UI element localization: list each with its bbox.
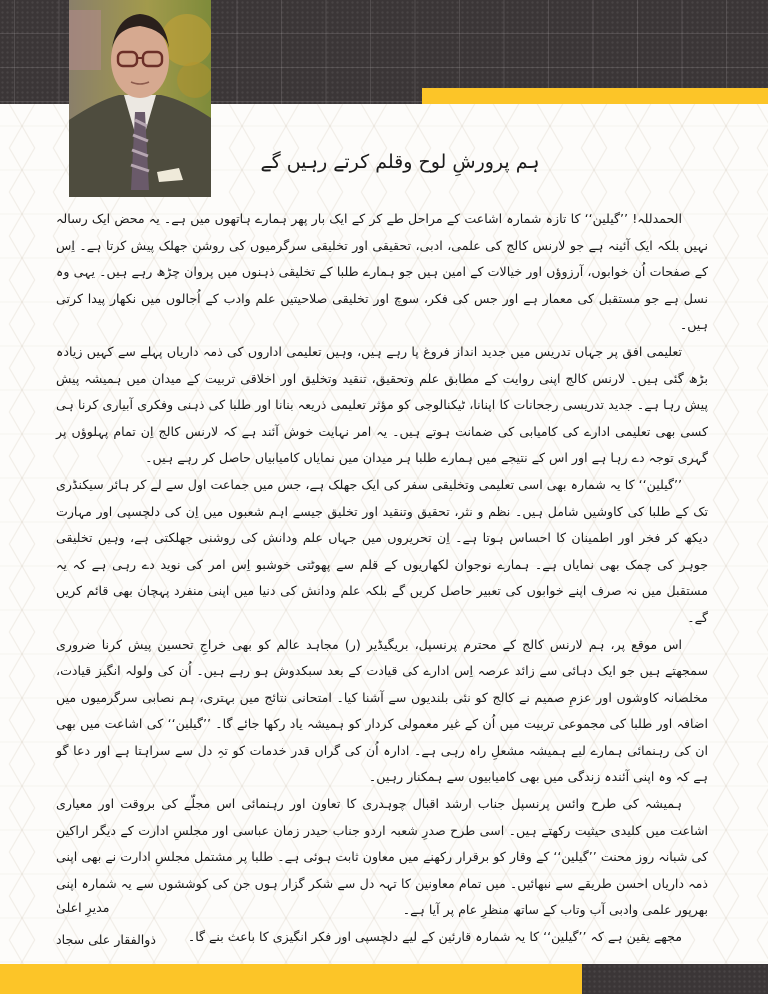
- paragraph: ’’گیلین‘‘ کا یہ شمارہ بھی اسی تعلیمی وتخلیقی سفر کی ایک جھلک ہے، جس میں جماعت اول سے لے کر ہائر سیکنڈری تک کے طلبا کی کاوشیں شامل ہیں۔ نظم و نثر، تحقیق وتنقید اور تخلیق جیسے اہم شعبوں میں اِن کی دلچسپی اور مہارت دیکھ کر فخر اور اطمینان کا احساس ہوتا ہے۔ اِن تحریروں میں جہاں علم ودانش کی روشنی جھلکتی ہے، وہیں تخلیقی جوہر کی چمک بھی نمایاں ہے۔ ہمارے نوجوان لکھاریوں کے قلم سے پھوٹتی خوشبو اِس امر کی نوید دے رہی ہے کہ یہ مستقبل میں نہ صرف اپنے خوابوں کی تعبیر حاصل کریں گے بلکہ علم ودانش کی دنیا میں اپنی منفرد پہچان بھی قائم کریں گے۔: [56, 476, 708, 625]
- paragraph: الحمدللہ! ’’گیلین‘‘ کا تازہ شمارہ اشاعت کے مراحل طے کر کے ایک بار پھر ہمارے ہاتھوں میں ہے۔ یہ محض ایک رسالہ نہیں بلکہ ایک آئینہ ہے جو لارنس کالج کی علمی، ادبی، تحقیقی اور تخلیقی سرگرمیوں کی روشن جھلک پیش کرتا ہے۔ اِس کے صفحات اُن خوابوں، آرزوؤں اور خیالات کے امین ہیں جو ہمارے طلبا کے تخلیقی ذہنوں میں پروان چڑھ رہے ہیں۔ یہی وہ نسل ہے جو مستقبل کی معمار ہے اور جس کی فکر، سوچ اور تخلیقی صلاحیتیں علم وادب کے اُجالوں میں نکھار پیدا کرتی ہیں۔: [56, 211, 708, 333]
- portrait-image: [69, 0, 211, 197]
- editor-portrait-photo: [69, 0, 211, 197]
- paragraph: مجھے یقین ہے کہ ’’گیلین‘‘ کا یہ شمارہ قارئین کے لیے دلچسپی اور فکر انگیزی کا باعث بنے گا۔: [187, 929, 682, 945]
- article-title: ہم پرورشِ لوح وقلم کرتے رہیں گے: [260, 151, 540, 173]
- editorial-body: [56, 206, 708, 951]
- paragraph: ہمیشہ کی طرح وائس پرنسپل جناب ارشد اقبال چوہدری کا تعاون اور رہنمائی اس مجلّے کی بروقت اور معیاری اشاعت میں کلیدی حیثیت رکھتے ہیں۔ اسی طرح صدرِ شعبہ اردو جناب حیدر زمان عباسی اور مجلسِ ادارت کے دیگر اراکین کی شبانہ روز محنت ’’گیلین‘‘ کے وقار کو برقرار رکھنے میں معاون ثابت ہوئی ہے۔ طلبا پر مشتمل مجلسِ ادارت نے بھی اپنی ذمہ داریاں احسن طریقے سے نبھائیں۔ میں تمام معاونین کا تہہ دل سے شکر گزار ہوں جن کی کوششوں سے یہ شمارہ اپنی بھرپور علمی وادبی آب وتاب کے ساتھ منظرِ عام پر آیا ہے۔: [56, 796, 708, 918]
- paragraph: تعلیمی افق پر جہاں تدریس میں جدید انداز فروغ پا رہے ہیں، وہیں تعلیمی اداروں کی ذمہ داریاں پہلے سے کہیں زیادہ بڑھ گئی ہیں۔ لارنس کالج اپنی روایت کے مطابق علم وتحقیق، تنقید وتخلیق اور اخلاقی تربیت کے میدان میں ہمیشہ پیش پیش رہا ہے۔ جدید تدریسی رجحانات کا اپنانا، ٹیکنالوجی کو مؤثر تعلیمی ذریعہ بنانا اور طلبا کی ذہنی وفکری آبیاری کرنا ہی کسی بھی تعلیمی ادارے کی کامیابی کی ضمانت ہوتے ہیں۔ یہ امر نہایت خوش آئند ہے کہ لارنس کالج اِن تمام پہلوؤں پر گہری توجہ دے رہا ہے اور اس کے نتیجے میں ہمارے طلبا ہر میدان میں نمایاں کامیابیاں حاصل کر رہے ہیں۔: [56, 343, 708, 466]
- signature-role: مدیرِ اعلیٰ: [56, 900, 110, 915]
- footer-pattern-band: [582, 964, 768, 994]
- header-accent-bar: [422, 88, 768, 104]
- paragraph: اس موقع پر، ہم لارنس کالج کے محترم پرنسپل، بریگیڈیر (ر) مجاہد عالم کو بھی خراجِ تحسین پیش کرنا ضروری سمجھتے ہیں جو ایک دہائی سے زائد عرصہ اِس ادارے کی قیادت کے بعد سبکدوش ہو رہے ہیں۔ اُن کی ولولہ انگیز قیادت، مخلصانہ کاوشوں اور عزمِ صمیم نے کالج کو نئی بلندیوں سے آشنا کیا۔ امتحانی نتائج میں بہتری، ہم نصابی سرگرمیوں میں اضافہ اور طلبا کی مجموعی تربیت میں اُن کے غیر معمولی کردار کو ہمیشہ یاد رکھا جائے گا۔ ’’گیلین‘‘ کی اشاعت میں بھی ان کی رہنمائی ہمارے لیے ہمیشہ مشعلِ راہ رہی ہے۔ ادارہ اُن کی گراں قدر خدمات کو تہِ دل سے سراہتا ہے اور دعا گو ہے کہ وہ اپنی آئندہ زندگی میں بھی کامیابیوں سے ہمکنار رہیں۔: [56, 636, 708, 785]
- footer-accent-bar: [0, 964, 582, 994]
- signature-name: ذوالفقار علی سجاد: [56, 932, 156, 947]
